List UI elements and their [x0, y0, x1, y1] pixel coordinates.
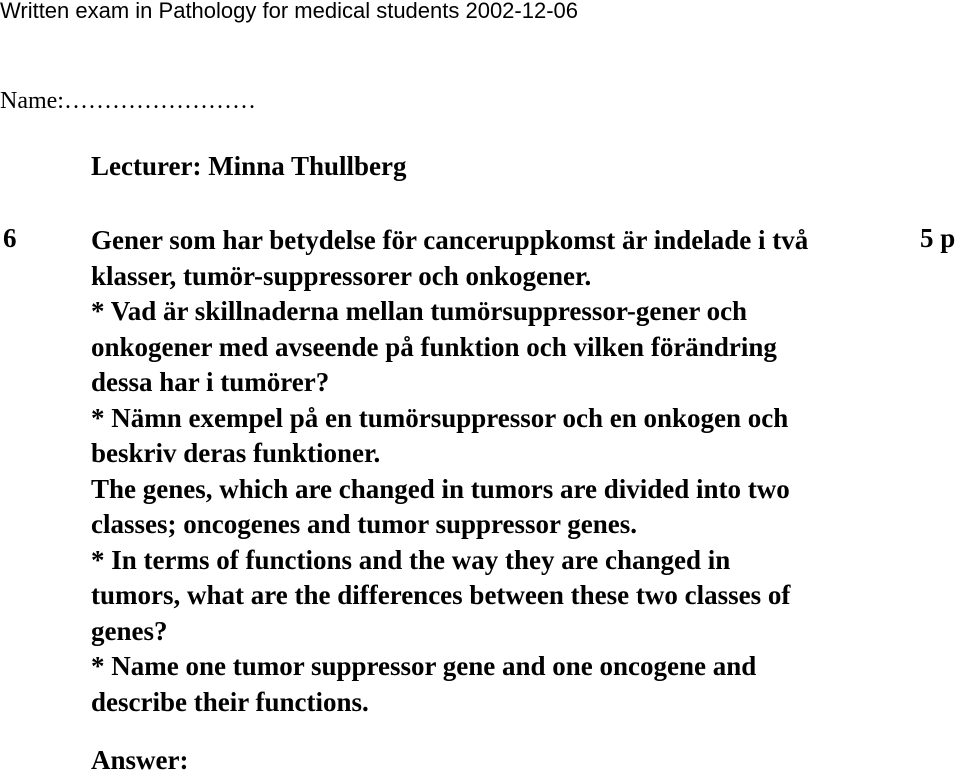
question-line: The genes, which are changed in tumors are divided into two	[91, 473, 790, 504]
question-line: * In terms of functions and the way they are changed in	[91, 544, 731, 575]
name-field-label: Name:……………………	[0, 88, 256, 114]
question-line: describe their functions.	[91, 686, 369, 717]
question-points: 5 p	[920, 223, 956, 253]
question-line: tumors, what are the differences between these two classes of	[91, 580, 791, 610]
question-text	[91, 223, 921, 720]
question-line: klasser, tumör-suppressorer och onkogener.	[91, 260, 592, 291]
question-line: classes; oncogenes and tumor suppressor genes.	[91, 509, 638, 539]
question-line: dessa har i tumörer?	[91, 367, 330, 397]
question-line: onkogener med avseende på funktion och vilken förändring	[91, 331, 777, 362]
question-line: * Nämn exempel på en tumörsuppressor och en onkogen och	[91, 402, 789, 433]
answer-label: Answer:	[91, 745, 189, 775]
question-line: Gener som har betydelse för canceruppkomst är indelade i två	[91, 225, 809, 255]
question-line: * Name one tumor suppressor gene and one oncogene and	[91, 651, 757, 681]
question-line: genes?	[91, 615, 168, 646]
question-line: beskriv deras funktioner.	[91, 438, 381, 468]
exam-title: Written exam in Pathology for medical students 2002-12-06	[0, 0, 579, 23]
lecturer-name: Lecturer: Minna Thullberg	[91, 151, 407, 181]
question-number: 6	[3, 223, 17, 253]
question-line: * Vad är skillnaderna mellan tumörsuppressor-gener och	[91, 296, 748, 326]
